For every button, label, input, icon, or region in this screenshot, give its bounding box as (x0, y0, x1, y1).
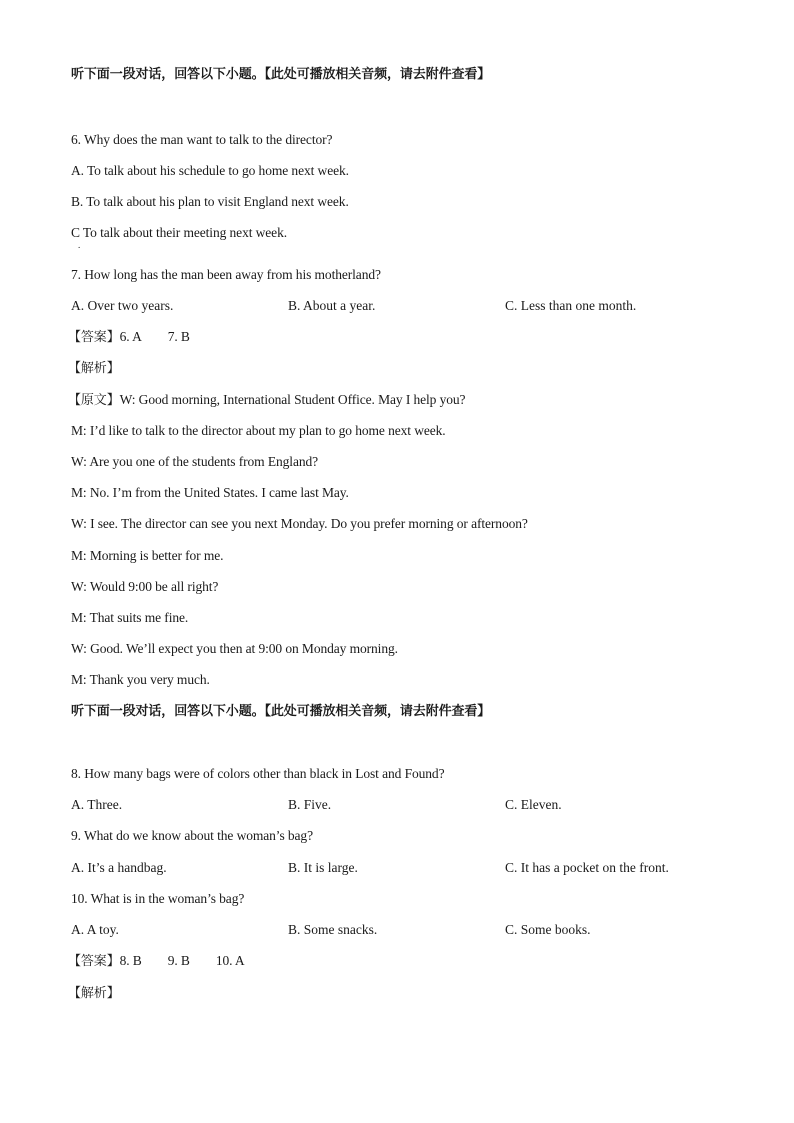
answer-line (68, 328, 210, 347)
q6-option-c-dot: . (78, 240, 81, 250)
transcript-line: M: That suits me fine. (71, 610, 189, 625)
q7-option-c: C. Less than one month. (505, 298, 637, 313)
transcript-line: W: Good. We’ll expect you then at 9:00 on Monday morning. (71, 641, 398, 656)
transcript-label: 【原文】 (68, 393, 120, 408)
q10-option-b: B. Some snacks. (288, 922, 378, 937)
analysis-label (68, 359, 120, 378)
q9-option-b: B. It is large. (288, 860, 358, 875)
transcript-line: M: Thank you very much. (71, 672, 210, 687)
q6-option-a: A. To talk about his schedule to go home next week. (71, 163, 349, 178)
transcript-line (68, 391, 465, 410)
transcript-line: W: Would 9:00 be all right? (71, 579, 219, 594)
answer-item: 10. A (215, 953, 245, 968)
q6-option-b: B. To talk about his plan to visit England next week. (71, 194, 349, 209)
transcript-text: W: Good morning, International Student Office. May I help you? (119, 392, 466, 407)
question-8: 8. How many bags were of colors other than black in Lost and Found? (71, 766, 445, 781)
q6-option-c: C To talk about their meeting next week. (71, 225, 288, 240)
answer-label: 【答案】 (68, 330, 120, 345)
q8-option-b: B. Five. (288, 797, 332, 812)
transcript-line: W: I see. The director can see you next Monday. Do you prefer morning or afternoon? (71, 516, 528, 531)
answer-line (68, 952, 265, 971)
transcript-line: M: I’d like to talk to the director about my plan to go home next week. (71, 423, 446, 438)
q7-option-a: A. Over two years. (71, 298, 174, 313)
question-7: 7. How long has the man been away from his motherland? (71, 267, 381, 282)
question-6: 6. Why does the man want to talk to the director? (71, 132, 333, 147)
q10-option-a: A. A toy. (71, 922, 119, 937)
q8-option-c: C. Eleven. (505, 797, 562, 812)
q9-option-a: A. It’s a handbag. (71, 860, 167, 875)
question-10: 10. What is in the woman’s bag? (71, 891, 245, 906)
answer-item: 7. B (167, 329, 190, 344)
transcript-line: W: Are you one of the students from England? (71, 454, 319, 469)
answer-label: 【答案】 (68, 954, 120, 969)
answer-item: 8. B (119, 953, 142, 968)
q10-option-c: C. Some books. (505, 922, 591, 937)
analysis-label-text: 【解析】 (68, 361, 120, 376)
q8-option-a: A. Three. (71, 797, 123, 812)
analysis-label (68, 984, 120, 1003)
q9-option-c: C. It has a pocket on the front. (505, 860, 669, 875)
transcript-line: M: No. I’m from the United States. I came last May. (71, 485, 349, 500)
question-9: 9. What do we know about the woman’s bag? (71, 828, 313, 843)
analysis-label-text: 【解析】 (68, 986, 120, 1001)
answer-item: 9. B (167, 953, 190, 968)
listening-instruction: 听下面一段对话，回答以下小题。【此处可播放相关音频，请去附件查看】 (71, 67, 491, 82)
q7-option-b: B. About a year. (288, 298, 376, 313)
transcript-line: M: Morning is better for me. (71, 548, 224, 563)
answer-item: 6. A (119, 329, 142, 344)
listening-instruction: 听下面一段对话，回答以下小题。【此处可播放相关音频，请去附件查看】 (71, 704, 491, 719)
